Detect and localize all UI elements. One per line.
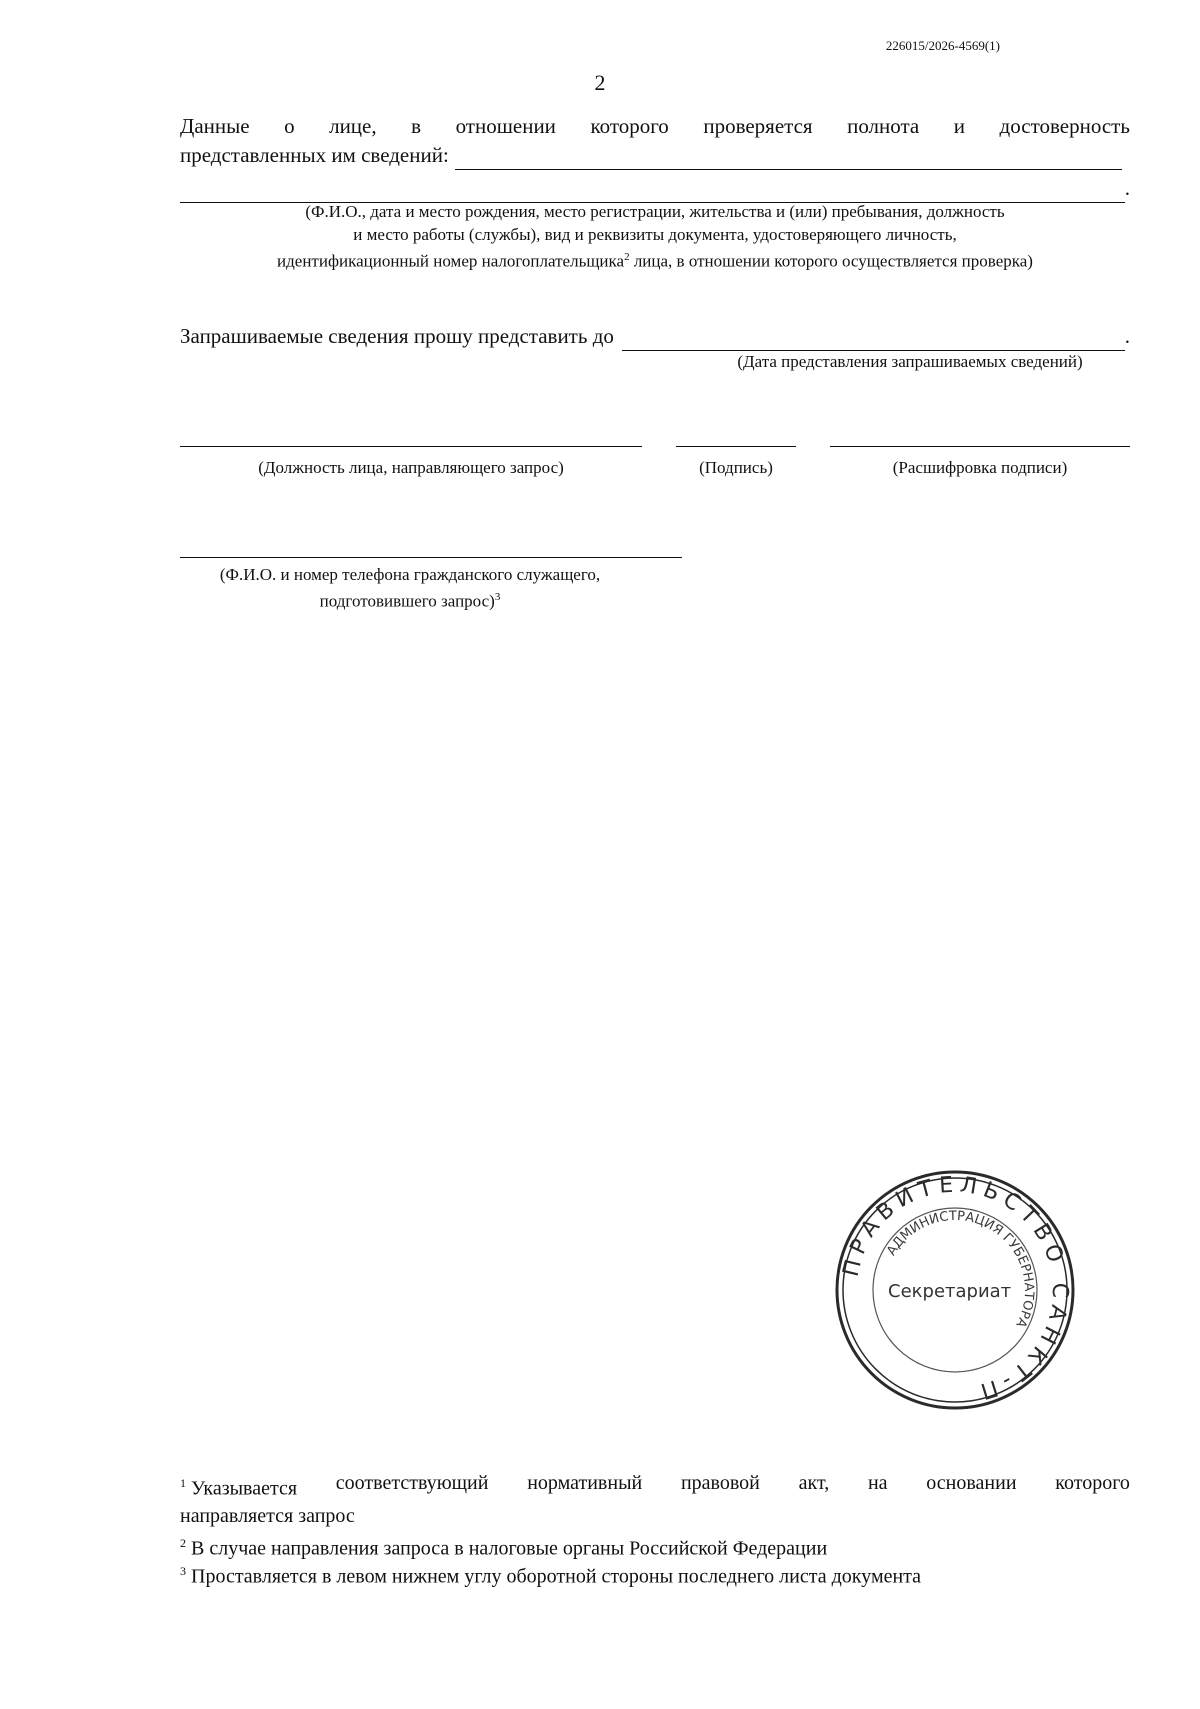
position-caption: (Должность лица, направляющего запрос) (258, 458, 564, 477)
word: о (284, 114, 295, 138)
word: Указывается (191, 1477, 298, 1500)
person-data-caption (180, 200, 1130, 273)
period: . (1124, 176, 1130, 200)
footnote-3 (180, 1558, 1130, 1591)
person-data-label: представленных им сведений: (180, 143, 449, 167)
caption-text: лица, в отношении которого осуществляется проверка) (629, 251, 1033, 271)
position-line[interactable] (180, 446, 642, 447)
footnote-text: В случае направления запроса в налоговые органы Российской Федерации (191, 1537, 828, 1560)
word: в (411, 114, 422, 138)
footnote-1-line1 (180, 1470, 1130, 1503)
word: Данные (180, 114, 250, 138)
page-number: 2 (594, 70, 606, 95)
signature-caption: (Подпись) (699, 458, 773, 477)
stamp-outer-text: ПРАВИТЕЛЬСТВО САНКТ-П (838, 1172, 1073, 1406)
official-stamp (830, 1165, 1080, 1415)
caption-line: и место работы (службы), вид и реквизиты документа, удостоверяющего личность, (353, 225, 957, 244)
word: которого (590, 114, 669, 138)
footnote-mark: 2 (180, 1536, 186, 1550)
word: проверяется (703, 114, 813, 138)
caption-text: идентификационный номер налогоплательщика (277, 251, 625, 271)
signature-line[interactable] (676, 446, 796, 447)
caption-line (180, 586, 640, 613)
word: отношении (455, 114, 556, 138)
person-data-fill-line[interactable] (455, 149, 1122, 170)
person-data-paragraph (180, 112, 1130, 203)
footnote-mark: 3 (180, 1564, 186, 1578)
decode-caption: (Расшифровка подписи) (892, 458, 1068, 477)
deadline-fill-line[interactable] (622, 330, 1125, 351)
word: основании (926, 1472, 1017, 1494)
decode-line[interactable] (830, 446, 1130, 447)
person-data-line3 (180, 174, 1130, 203)
registration-number: 226015/2026-4569(1) (885, 38, 1000, 53)
footnote-mark: 1 (180, 1476, 186, 1490)
footnote-ref: 3 (494, 591, 501, 603)
footnote-1 (180, 1470, 1130, 1530)
word: на (867, 1472, 888, 1494)
caption-line (180, 246, 1130, 273)
caption-line: (Ф.И.О. и номер телефона гражданского служащего, (219, 565, 601, 584)
footnote-1-line2: направляется запрос (180, 1504, 355, 1527)
stamp-center-text: Секретариат (888, 1281, 1012, 1302)
caption-text: подготовившего запрос) (319, 591, 495, 611)
period: . (1124, 324, 1130, 348)
caption-line: (Ф.И.О., дата и место рождения, место регистрации, жительства и (или) пребывания, должность (305, 202, 1005, 221)
word: полнота (847, 114, 920, 138)
deadline-caption: (Дата представления запрашиваемых сведений) (737, 352, 1083, 371)
word: и (953, 114, 966, 138)
word: правовой (680, 1472, 760, 1494)
word: достоверность (999, 114, 1130, 138)
stamp-inner-text: АДМИНИСТРАЦИЯ ГУБЕРНАТОРА (884, 1208, 1037, 1330)
footnote-ref: 2 (624, 251, 630, 263)
preparer-line[interactable] (180, 557, 682, 558)
word: акт, (798, 1472, 830, 1494)
preparer-caption (180, 563, 640, 613)
deadline-label: Запрашиваемые сведения прошу представить до (180, 324, 614, 348)
footnote-text: Проставляется в левом нижнем углу оборотной стороны последнего листа документа (191, 1565, 922, 1588)
person-data-line1 (180, 112, 1130, 141)
word: соответствующий (335, 1472, 489, 1494)
deadline-line (180, 322, 1130, 351)
word: лице, (329, 114, 377, 138)
person-data-line2 (180, 141, 1130, 170)
word: которого (1055, 1472, 1130, 1494)
word: нормативный (527, 1472, 643, 1494)
